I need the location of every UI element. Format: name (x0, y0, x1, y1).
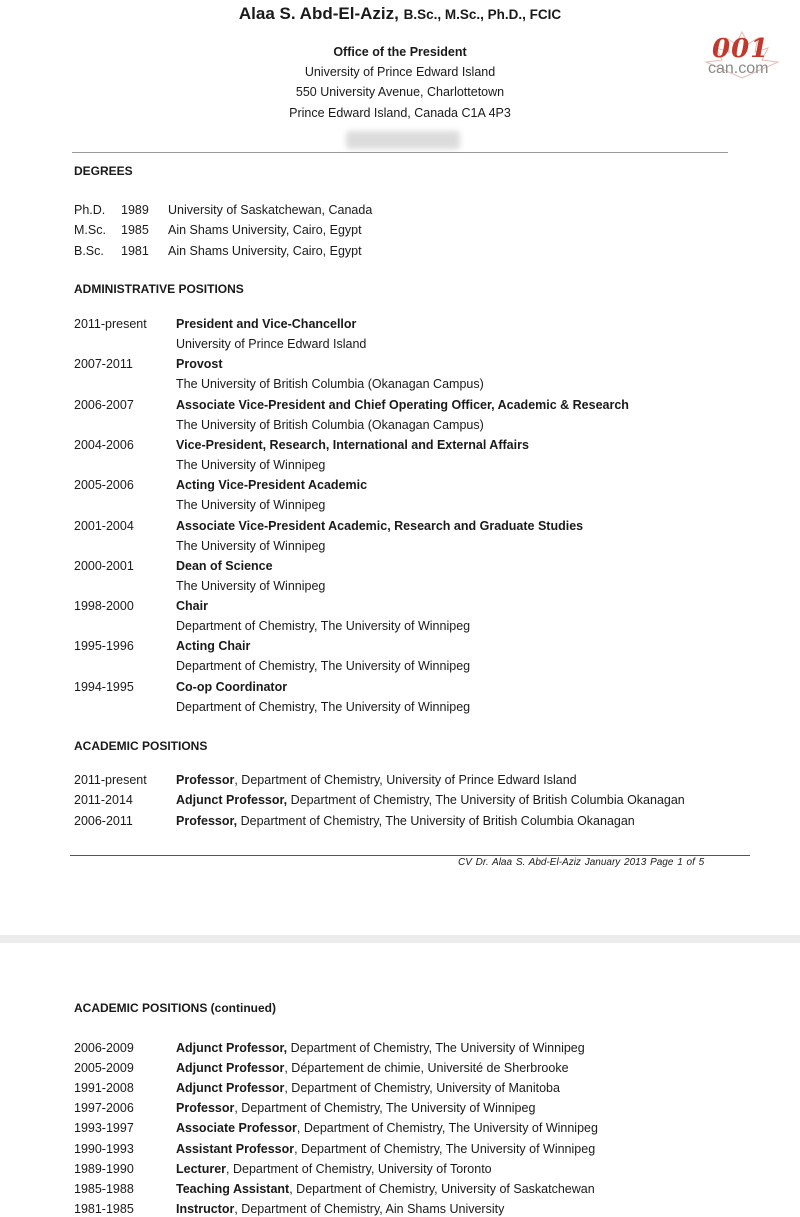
degree-institution: University of Saskatchewan, Canada (168, 203, 373, 217)
degree-name: M.Sc. (74, 223, 106, 237)
position-years: 1981-1985 (74, 1201, 134, 1216)
degree-year: 1985 (121, 223, 149, 237)
position-place: The University of British Columbia (Okanagan Campus) (176, 377, 484, 392)
position-detail: , Department of Chemistry, University of Saskatchewan (289, 1181, 595, 1196)
section-academic-cont-heading: ACADEMIC POSITIONS (continued) (74, 1001, 276, 1015)
position-years: 2007-2011 (74, 357, 133, 372)
position-title: Vice-President, Research, International and External Affairs (176, 437, 529, 452)
position-detail: , Department of Chemistry, Ain Shams University (234, 1201, 505, 1216)
position-years: 2004-2006 (74, 437, 134, 452)
position-years: 1989-1990 (74, 1161, 134, 1176)
position-detail: Department of Chemistry, The University of Winnipeg (287, 1041, 585, 1055)
degree-year: 1989 (121, 203, 149, 217)
office-title: Office of the President (333, 45, 467, 59)
position-place: The University of Winnipeg (176, 538, 326, 553)
position-title: Acting Chair (176, 639, 251, 654)
position-place: Department of Chemistry, The University of Winnipeg (176, 699, 471, 714)
position-detail: , Department of Chemistry, University of Toronto (226, 1161, 492, 1176)
degree-name: Ph.D. (74, 203, 106, 217)
position-title: President and Vice-Chancellor (176, 317, 357, 331)
position-title: Teaching Assistant (176, 1181, 290, 1196)
position-title: Adjunct Professor, (176, 793, 288, 808)
position-entry (176, 793, 685, 807)
position-title: Associate Vice-President Academic, Research and Graduate Studies (176, 518, 584, 533)
position-detail: , Department of Chemistry, University of Prince Edward Island (234, 773, 577, 787)
position-years: 1993-1997 (74, 1121, 134, 1136)
position-entry (176, 773, 577, 787)
position-entry (176, 1041, 585, 1055)
address-line: 550 University Avenue, Charlottetown (295, 85, 505, 99)
position-title: Professor (176, 773, 235, 787)
position-years: 2006-2007 (74, 397, 134, 412)
section-degrees-heading: DEGREES (74, 164, 133, 178)
position-title: Associate Vice-President and Chief Operating Officer, Academic & Research (176, 397, 629, 412)
watermark-logo (684, 30, 800, 82)
position-place: The University of British Columbia (Okanagan Campus) (176, 417, 484, 432)
position-entry (176, 1202, 504, 1216)
cv-name-heading (0, 4, 800, 24)
position-title: Co-op Coordinator (176, 679, 288, 694)
position-years: 2011-present (74, 317, 147, 331)
position-years: 2006-2009 (74, 1041, 134, 1055)
position-entry (176, 1121, 598, 1135)
redacted-contact (346, 131, 460, 149)
position-entry (176, 1101, 535, 1115)
position-years: 2000-2001 (74, 558, 134, 573)
position-detail: Department of Chemistry, The University of British Columbia Okanagan (237, 813, 635, 828)
position-title: Adjunct Professor (176, 1061, 285, 1076)
position-detail: Department of Chemistry, The University of British Columbia Okanagan (287, 793, 685, 808)
position-years: 2006-2011 (74, 813, 133, 828)
page-separator (0, 935, 800, 943)
position-years: 2011-present (74, 773, 147, 787)
position-years: 1997-2006 (74, 1101, 134, 1116)
section-academic-heading: ACADEMIC POSITIONS (74, 739, 208, 753)
position-title: Associate Professor (176, 1121, 297, 1136)
position-years: 1991-2008 (74, 1081, 134, 1096)
position-title: Adjunct Professor (176, 1081, 285, 1096)
cv-credentials: B.Sc., M.Sc., Ph.D., FCIC (403, 7, 562, 22)
header-divider (72, 152, 728, 153)
cv-name: Alaa S. Abd-El-Aziz, (238, 4, 399, 23)
footer-divider (70, 855, 750, 856)
position-years: 2011-2014 (74, 793, 133, 808)
position-place: Department of Chemistry, The University of Winnipeg (176, 619, 471, 634)
position-title: Adjunct Professor, (176, 1041, 288, 1055)
position-place: The University of Winnipeg (176, 457, 326, 472)
watermark-domain: can.com (708, 60, 769, 77)
position-title: Chair (176, 599, 208, 614)
position-years: 1990-1993 (74, 1141, 134, 1156)
position-entry (176, 1162, 492, 1176)
position-detail: , Département de chimie, Université de Sherbrooke (284, 1061, 569, 1076)
address-line: Prince Edward Island, Canada C1A 4P3 (289, 106, 511, 120)
position-title: Dean of Science (176, 558, 273, 573)
section-admin-heading: ADMINISTRATIVE POSITIONS (74, 282, 244, 296)
degree-institution: Ain Shams University, Cairo, Egypt (168, 244, 362, 258)
position-years: 2005-2009 (74, 1061, 134, 1076)
position-title: Professor, (176, 813, 238, 828)
position-years: 2001-2004 (74, 518, 134, 533)
position-detail: , Department of Chemistry, The University of Winnipeg (296, 1121, 598, 1136)
position-entry (176, 814, 635, 828)
position-years: 1994-1995 (74, 679, 134, 694)
watermark-number: 001 (712, 34, 770, 64)
position-entry (176, 1182, 595, 1196)
position-detail: , Department of Chemistry, The University of Winnipeg (294, 1141, 596, 1156)
position-detail: , Department of Chemistry, University of Manitoba (284, 1081, 560, 1096)
position-years: 1995-1996 (74, 639, 134, 654)
position-years: 1985-1988 (74, 1181, 134, 1196)
degree-institution: Ain Shams University, Cairo, Egypt (168, 223, 362, 237)
position-title: Lecturer (176, 1161, 227, 1176)
address-line: University of Prince Edward Island (304, 65, 496, 79)
position-place: The University of Winnipeg (176, 578, 326, 593)
position-title: Acting Vice-President Academic (176, 478, 368, 493)
position-detail: , Department of Chemistry, The University of Winnipeg (234, 1101, 536, 1116)
position-entry (176, 1142, 595, 1156)
degree-name: B.Sc. (74, 244, 104, 258)
position-years: 2005-2006 (74, 478, 134, 493)
degree-year: 1981 (121, 244, 149, 258)
position-title: Instructor (176, 1201, 235, 1216)
page-footer: CV Dr. Alaa S. Abd-El-Aziz January 2013 Page 1 of 5 (458, 857, 705, 868)
position-title: Provost (176, 357, 223, 372)
position-entry (176, 1081, 560, 1095)
position-title: Assistant Professor (176, 1141, 295, 1156)
cv-page-2 (0, 943, 800, 1217)
position-years: 1998-2000 (74, 599, 134, 614)
position-entry (176, 1061, 569, 1075)
position-title: Professor (176, 1101, 235, 1116)
position-place: Department of Chemistry, The University of Winnipeg (176, 659, 471, 674)
position-place: The University of Winnipeg (176, 498, 326, 513)
position-place: University of Prince Edward Island (176, 337, 367, 351)
